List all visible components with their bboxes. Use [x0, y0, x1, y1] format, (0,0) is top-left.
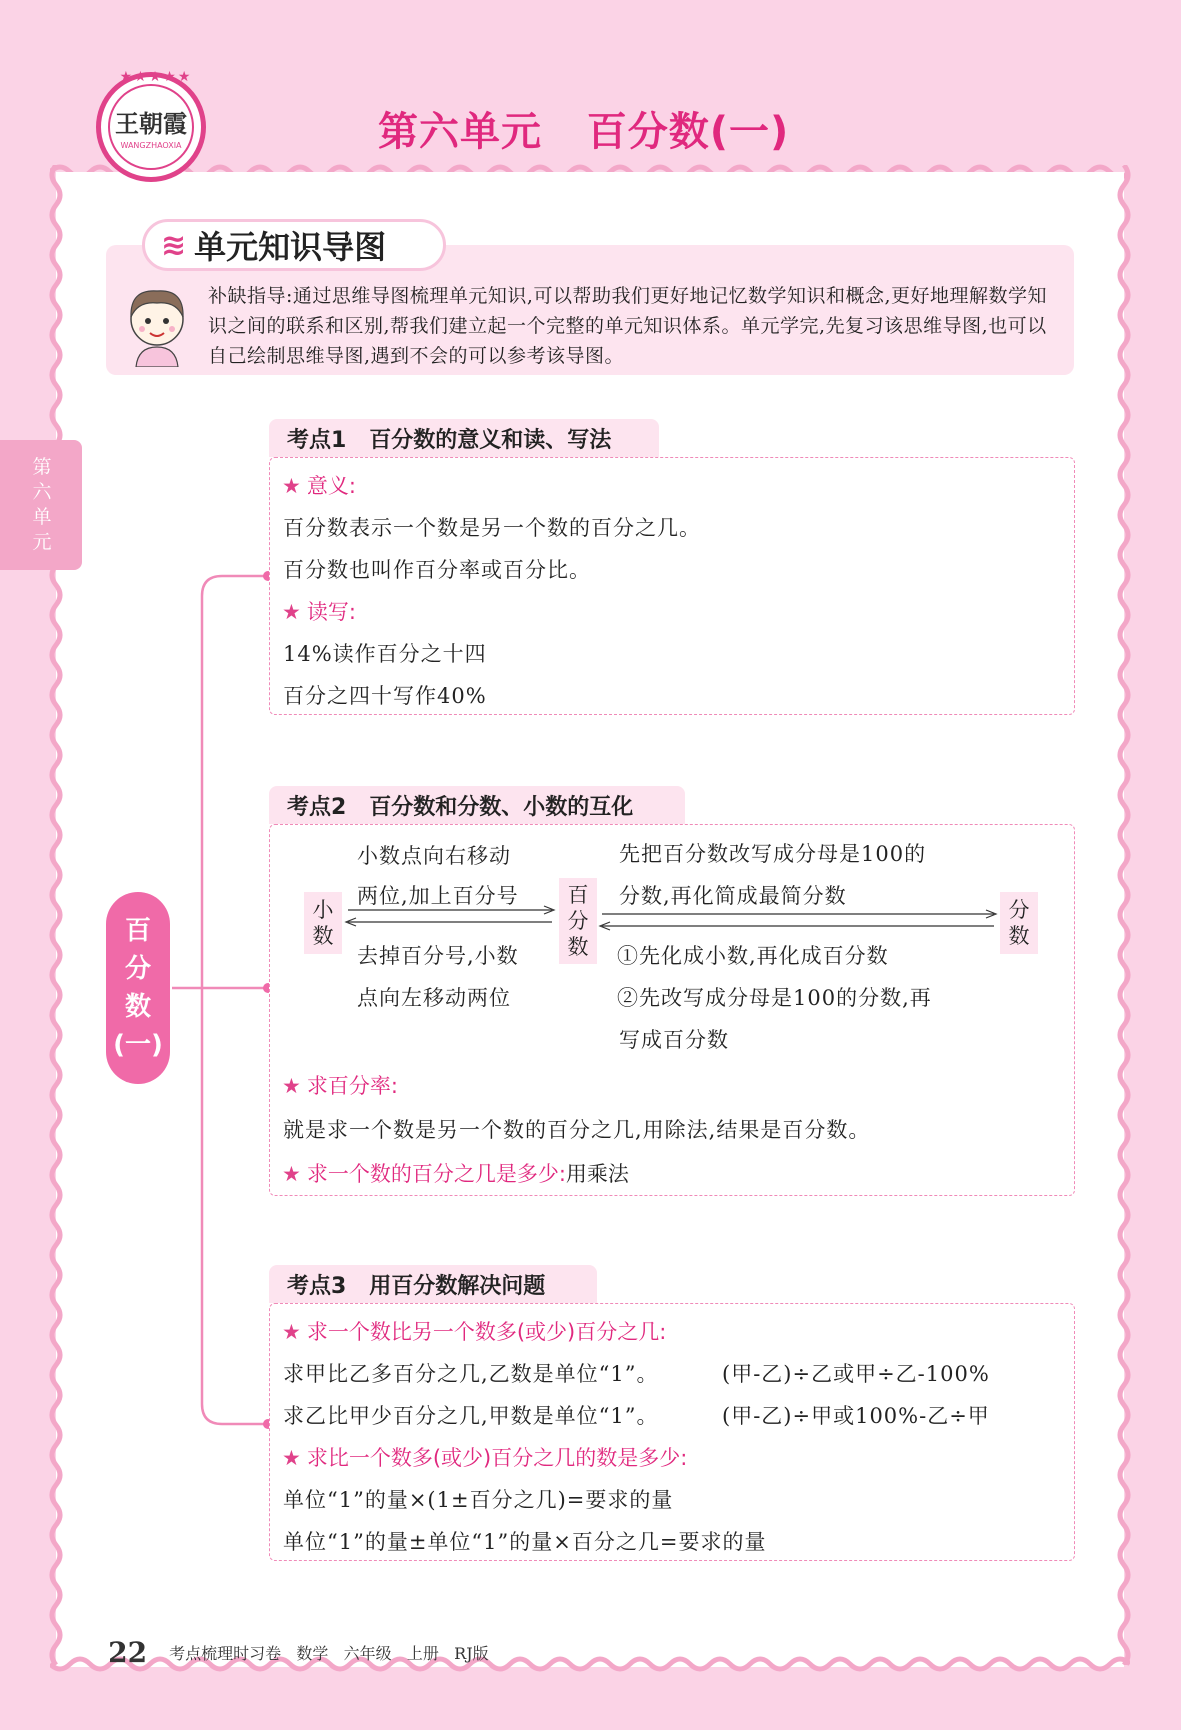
wave-lines-icon: ≋ [161, 227, 187, 263]
kp1-box [269, 457, 1075, 715]
side-tab-char: 第 [32, 456, 52, 478]
fraction-tag-char: 分 [1008, 898, 1030, 922]
page-number: 22 [108, 1636, 148, 1669]
logo-subtext: WANGZHAOXIA [120, 141, 182, 150]
logo-ring [108, 84, 194, 170]
decimal-tag-char: 数 [312, 924, 334, 948]
kp2-rate-head [282, 1070, 398, 1100]
book-info: 考点梳理时习卷 数学 六年级 上册 RJ版 [169, 1644, 489, 1663]
star-icon: ★ [282, 1074, 301, 1098]
kp2-label: 考点2 百分数和分数、小数的互化 [269, 786, 685, 824]
mind-map-header [142, 219, 446, 271]
side-tab-char: 六 [32, 481, 52, 503]
percent-to-fraction-text: 分数,再化简成最简分数 [619, 884, 847, 908]
percent-tag-char: 数 [567, 935, 589, 959]
wavy-border-left [48, 165, 64, 1665]
kp1-meaning-head [282, 470, 356, 500]
kp1-rw-title: 读写: [306, 600, 356, 624]
logo-text: 王朝霞 [115, 109, 187, 138]
guide-text: 补缺指导:通过思维导图梳理单元知识,可以帮助我们更好地记忆数学知识和概念,更好地理解数学知识之间的联系和区别,帮我们建立起一个完整的单元知识体系。单元学完,先复习该思维导图,也可以自己绘制思维导图,遇到不会的可以参考该导图。 [208, 285, 1047, 367]
mind-map-connectors [160, 560, 280, 1440]
kp3-head-1-title: 求一个数比另一个数多(或少)百分之几: [306, 1320, 667, 1344]
side-tab-char: 元 [32, 531, 52, 553]
percent-to-decimal-text: 去掉百分号,小数 [357, 944, 519, 968]
kp3-head-2-title: 求比一个数多(或少)百分之几的数是多少: [306, 1446, 688, 1470]
star-icon: ★ [282, 474, 301, 498]
kp1-meaning-line: 百分数表示一个数是另一个数的百分之几。 [283, 516, 701, 540]
decimal-to-percent-text: 两位,加上百分号 [357, 884, 519, 908]
kp3-line-left: 求乙比甲少百分之几,甲数是单位“1”。 [283, 1404, 659, 1428]
center-node-char: (一) [113, 1030, 163, 1060]
kp2-mult-title: 求一个数的百分之几是多少: [306, 1162, 566, 1186]
percent-tag-char: 百 [567, 883, 589, 907]
kp3-label: 考点3 用百分数解决问题 [269, 1265, 597, 1303]
percent-tag-char: 分 [567, 909, 589, 933]
decimal-to-percent-text: 小数点向右移动 [357, 844, 511, 868]
kp2-mult-head [282, 1158, 629, 1188]
kp3-line-right: (甲-乙)÷乙或甲÷乙-100% [722, 1362, 990, 1386]
center-node-char: 数 [124, 992, 151, 1022]
mind-map-title: 单元知识导图 [194, 228, 387, 266]
star-icon: ★ [282, 1320, 301, 1344]
kp3-formula-line: 单位“1”的量±单位“1”的量×百分之几=要求的量 [283, 1530, 767, 1554]
wavy-border-right [1116, 165, 1132, 1665]
brand-logo [96, 69, 206, 182]
center-node-percent-one [106, 892, 170, 1084]
kp3-head-2 [282, 1442, 687, 1472]
kp1-label: 考点1 百分数的意义和读、写法 [269, 419, 659, 457]
decimal-tag [304, 892, 342, 954]
percent-to-fraction-text: 先把百分数改写成分母是100的 [619, 842, 927, 866]
kp3-line-left: 求甲比乙多百分之几,乙数是单位“1”。 [283, 1362, 659, 1386]
fraction-to-percent-text: ②先改写成分母是100的分数,再 [617, 986, 932, 1010]
kp2-rate-title: 求百分率: [306, 1074, 398, 1098]
fraction-tag-char: 数 [1008, 924, 1030, 948]
fraction-tag [1000, 892, 1038, 954]
star-icon: ★ [282, 600, 301, 624]
kp2-mult-tail: 用乘法 [565, 1162, 629, 1186]
percent-to-decimal-text: 点向左移动两位 [357, 986, 511, 1010]
center-node-char: 分 [124, 954, 151, 984]
center-node-char: 百 [124, 916, 151, 946]
side-chapter-tab [0, 440, 82, 570]
kp1-rw-line: 14%读作百分之十四 [283, 642, 487, 666]
kp2-rate-line: 就是求一个数是另一个数的百分之几,用除法,结果是百分数。 [283, 1118, 871, 1142]
side-tab-char: 单 [32, 506, 52, 528]
decimal-tag-char: 小 [312, 898, 334, 922]
fraction-to-percent-text: 写成百分数 [619, 1028, 729, 1052]
logo-stars-icon: ★★★★★ [119, 69, 193, 85]
kp3-formula-line: 单位“1”的量×(1±百分之几)=要求的量 [283, 1488, 674, 1512]
star-icon: ★ [282, 1162, 301, 1186]
girl-avatar-icon [118, 281, 196, 367]
unit-title: 第六单元 百分数(一) [378, 109, 790, 155]
kp1-rw-line: 百分之四十写作40% [283, 684, 487, 708]
kp3-head-1 [282, 1316, 666, 1346]
star-icon: ★ [282, 1446, 301, 1470]
fraction-to-percent-text: ①先化成小数,再化成百分数 [617, 944, 889, 968]
page-footer [98, 1617, 489, 1669]
kp1-meaning-title: 意义: [306, 474, 356, 498]
kp1-meaning-line: 百分数也叫作百分率或百分比。 [283, 558, 591, 582]
kp1-rw-head [282, 596, 356, 626]
kp3-line-right: (甲-乙)÷甲或100%-乙÷甲 [722, 1404, 990, 1428]
